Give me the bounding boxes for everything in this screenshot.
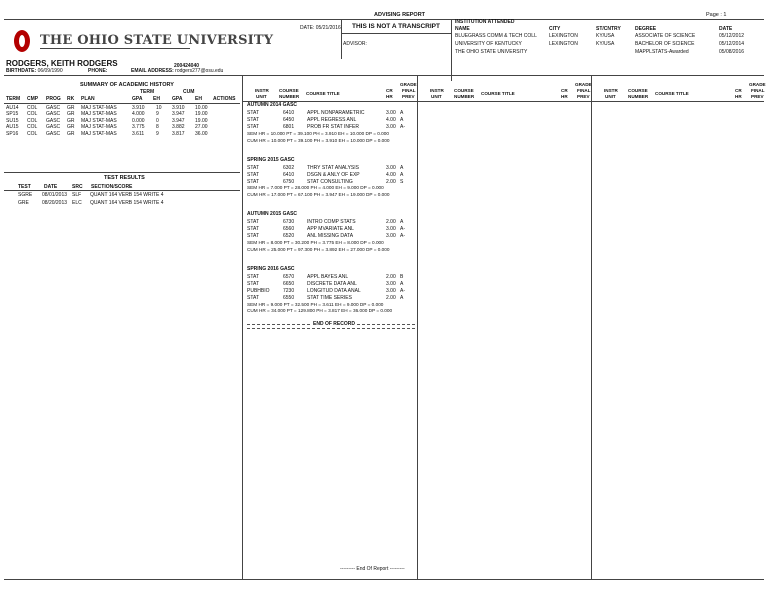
institution-st: KY/USA	[596, 41, 615, 47]
header-instr: INSTR	[255, 88, 269, 93]
term-sem-summary: SEM HR = 10.000 PT = 39.100 PH = 3.910 EH = 10.000 DP = 0.000	[247, 130, 389, 136]
header-course: COURSE	[628, 88, 648, 93]
header-grade: GRADE	[400, 82, 417, 87]
summary-plan: MAJ STAT-MAS	[81, 105, 117, 111]
summary-rk: GR	[67, 105, 75, 111]
course-unit: STAT	[247, 164, 260, 171]
summary-term: AU14	[6, 105, 19, 111]
course-grade: A	[400, 171, 404, 178]
end-of-record: END OF RECORD	[313, 321, 355, 328]
summary-ceh: 19.00	[195, 111, 208, 118]
header-unit: UNIT	[256, 94, 267, 99]
summary-eh: 8	[156, 124, 159, 131]
header-instr: INSTR	[604, 88, 618, 93]
term-cum-summary: CUM HR = 17.000 PT = 67.100 PH = 3.947 EH = 19.000 DP = 0.000	[247, 192, 390, 198]
test-test: SGRE	[18, 192, 33, 198]
summary-eh: 9	[156, 111, 159, 118]
header-final: FINAL	[577, 88, 591, 93]
course-unit: STAT	[247, 110, 260, 117]
course-cr: 3.00	[386, 123, 396, 130]
institution-st: KY/USA	[596, 33, 615, 39]
course-title: STAT CONSULTING	[307, 178, 353, 185]
course-number: 6302	[283, 164, 295, 171]
course-title: DISCRETE DATA ANL	[307, 280, 357, 287]
report-title: ADVISING REPORT	[374, 12, 426, 18]
course-number: 6801	[283, 123, 295, 130]
course-unit: STAT	[247, 219, 260, 226]
course-unit: STAT	[247, 226, 260, 233]
course-number: 7230	[283, 287, 295, 294]
header-prev: PREV	[402, 94, 415, 99]
course-title: APP MVARIATE ANL	[307, 226, 354, 233]
header-course: COURSE	[279, 88, 299, 93]
course-title: INTRO COMP STATS	[307, 219, 356, 226]
course-grade: A	[400, 280, 404, 287]
summary-cmp: COL	[27, 117, 38, 124]
course-cr: 2.00	[386, 178, 396, 185]
university-name: THE OHIO STATE UNIVERSITY	[40, 33, 274, 48]
institution-date: 05/12/2012	[719, 33, 745, 39]
course-grade: A-	[400, 233, 405, 240]
course-number: 6650	[283, 280, 295, 287]
course-cr: 3.00	[386, 233, 396, 240]
report-date: DATE: 05/21/2016	[300, 25, 341, 31]
course-cr: 2.00	[386, 219, 396, 226]
term-sem-summary: SEM HR = 8.000 PT = 30.200 PH = 3.775 EH = 8.000 DP = 0.000	[247, 240, 384, 245]
term-cum-summary: CUM HR = 25.000 PT = 97.300 PH = 3.892 EH = 27.000 DP = 0.000	[247, 246, 390, 252]
summary-cmp: COL	[27, 130, 38, 137]
course-unit: STAT	[247, 273, 260, 280]
summary-rk: GR	[67, 124, 75, 131]
institution-date: 05/12/2014	[719, 41, 745, 47]
summary-ceh: 27.00	[195, 124, 208, 131]
summary-gpa: 3.910	[132, 105, 145, 111]
course-grade: A-	[400, 287, 405, 294]
ohio-state-logo-icon	[14, 30, 30, 52]
header-number: NUMBER	[628, 94, 649, 99]
header-course-title: COURSE TITLE	[655, 91, 689, 96]
phone-label: PHONE:	[88, 68, 108, 74]
course-unit: STAT	[247, 171, 260, 178]
summary-rk: GR	[67, 111, 75, 118]
institution-date: 05/08/2016	[719, 49, 745, 55]
test-src: ELC	[72, 199, 82, 206]
course-number: 6520	[283, 233, 295, 240]
summary-term-label: TERM	[140, 89, 155, 95]
summary-term: SU15	[6, 117, 19, 124]
advisor-label: ADVISOR:	[343, 41, 367, 47]
course-grade: A-	[400, 226, 405, 233]
institution-degree: MAPPLSTATS-Awarded	[635, 49, 689, 55]
term-title: SPRING 2015 GASC	[247, 156, 295, 163]
course-title: DSGN & ANLY OF EXP	[307, 171, 360, 178]
institution-name: THE OHIO STATE UNIVERSITY	[455, 49, 528, 55]
institutions-heading: INSTITUTION ATTENDED	[455, 19, 515, 25]
summary-term: SP16	[6, 130, 19, 137]
course-unit: STAT	[247, 117, 260, 123]
header-cr: CR	[386, 88, 393, 93]
summary-ceh: 19.00	[195, 117, 208, 124]
header-grade: GRADE	[749, 82, 766, 87]
course-grade: A	[400, 164, 404, 171]
summary-term: AU15	[6, 124, 19, 131]
summary-cgpa: 3.947	[172, 111, 185, 118]
summary-prog: GASC	[46, 105, 61, 111]
student-name: RODGERS, KEITH RODGERS	[6, 59, 118, 68]
summary-eh: 0	[156, 117, 159, 124]
course-grade: A	[400, 110, 404, 117]
summary-rk: GR	[67, 117, 75, 124]
summary-cum-label: CUM	[183, 89, 195, 95]
summary-cgpa: 3.947	[172, 117, 185, 124]
header-course: COURSE	[454, 88, 474, 93]
header-unit: UNIT	[431, 94, 442, 99]
course-title: ANL MISSING DATA	[307, 233, 354, 240]
test-section: QUANT 164 VERB 154 WRITE 4	[90, 192, 164, 198]
header-unit: UNIT	[605, 94, 616, 99]
summary-prog: GASC	[46, 130, 61, 137]
course-title: APPL REGRESS ANL	[307, 117, 357, 123]
summary-ceh: 10.00	[195, 105, 208, 111]
course-title: THRY STAT ANALYSIS	[307, 164, 359, 171]
summary-gpa: 3.775	[132, 124, 145, 131]
term-title: AUTUMN 2014 GASC	[247, 102, 298, 108]
course-unit: STAT	[247, 233, 260, 240]
header-cr: CR	[735, 88, 742, 93]
course-grade: A	[400, 294, 404, 301]
summary-heading: SUMMARY OF ACADEMIC HISTORY	[80, 82, 174, 88]
course-number: 6570	[283, 273, 295, 280]
summary-term: SP15	[6, 111, 19, 118]
summary-prog: GASC	[46, 117, 61, 124]
summary-ceh: 36.00	[195, 130, 208, 137]
course-title: STAT TIME SERIES	[307, 294, 352, 301]
institution-degree: ASSOCIATE OF SCIENCE	[635, 33, 696, 39]
summary-gpa: 0.000	[132, 117, 145, 124]
summary-plan: MAJ STAT-MAS	[81, 124, 117, 131]
end-of-report: --------- End Of Report ---------	[340, 566, 405, 572]
course-unit: STAT	[247, 123, 260, 130]
course-cr: 2.00	[386, 294, 396, 301]
course-unit: STAT	[247, 280, 260, 287]
course-grade: B	[400, 273, 404, 280]
header-instr: INSTR	[430, 88, 444, 93]
term-cum-summary: CUM HR = 34.000 PT = 129.800 PH = 3.817 EH = 36.000 DP = 0.000	[247, 308, 393, 314]
institution-degree: BACHELOR OF SCIENCE	[635, 41, 695, 47]
course-unit: STAT	[247, 294, 260, 301]
course-cr: 3.00	[386, 164, 396, 171]
course-unit: STAT	[247, 178, 260, 185]
course-unit: PUBHBIO	[247, 287, 270, 294]
header-prev: PREV	[577, 94, 590, 99]
course-number: 6730	[283, 219, 295, 226]
summary-cgpa: 3.882	[172, 124, 185, 131]
course-cr: 4.00	[386, 117, 396, 123]
course-grade: A	[400, 117, 404, 123]
header-number: NUMBER	[279, 94, 300, 99]
summary-eh: 10	[156, 105, 162, 111]
term-title: SPRING 2016 GASC	[247, 265, 295, 272]
summary-prog: GASC	[46, 124, 61, 131]
student-id: 200424040	[174, 63, 200, 69]
summary-plan: MAJ STAT-MAS	[81, 130, 117, 137]
course-title: APPL BAYES ANL	[307, 273, 349, 280]
course-number: 6410	[283, 110, 295, 117]
not-transcript-notice: THIS IS NOT A TRANSCRIPT	[352, 23, 440, 30]
course-number: 6450	[283, 117, 295, 123]
term-title: AUTUMN 2015 GASC	[247, 211, 298, 218]
header-grade: GRADE	[575, 82, 592, 87]
header-number: NUMBER	[454, 94, 475, 99]
summary-cgpa: 3.817	[172, 130, 185, 137]
student-birthdate: BIRTHDATE: 06/09/1990	[6, 68, 63, 74]
summary-gpa: 3.611	[132, 130, 145, 137]
summary-rk: GR	[67, 130, 75, 137]
course-title: APPL NONPARAMETRIC	[307, 110, 365, 117]
institution-name: UNIVERSITY OF KENTUCKY	[455, 41, 522, 47]
summary-cmp: COL	[27, 124, 38, 131]
institution-name: BLUEGRASS COMM & TECH COLL	[455, 33, 537, 39]
header-course-title: COURSE TITLE	[481, 91, 515, 96]
header-prev: PREV	[751, 94, 764, 99]
course-cr: 3.00	[386, 110, 396, 117]
student-email: EMAIL ADDRESS: rodgers277@osu.edu	[131, 68, 224, 74]
course-number: 6560	[283, 226, 295, 233]
term-cum-summary: CUM HR = 10.000 PT = 39.100 PH = 3.910 EH = 10.000 DP = 0.000	[247, 137, 390, 143]
course-number: 6410	[283, 171, 295, 178]
course-cr: 3.00	[386, 280, 396, 287]
course-grade: A	[400, 219, 404, 226]
header-hr: HR	[735, 94, 742, 99]
test-date: 08/20/2013	[42, 199, 68, 206]
header-final: FINAL	[751, 88, 765, 93]
tests-heading: TEST RESULTS	[104, 175, 145, 181]
summary-plan: MAJ STAT-MAS	[81, 117, 117, 124]
summary-eh: 9	[156, 130, 159, 137]
term-sem-summary: SEM HR = 9.000 PT = 32.500 PH = 3.611 EH = 9.000 DP = 0.000	[247, 301, 384, 307]
test-section: QUANT 164 VERB 154 WRITE 4	[90, 199, 164, 206]
course-title: LONGITUD DATA ANAL	[307, 287, 361, 294]
summary-prog: GASC	[46, 111, 61, 118]
course-cr: 3.00	[386, 287, 396, 294]
test-src: SLF	[72, 192, 82, 198]
course-number: 6750	[283, 178, 295, 185]
test-test: GRE	[18, 199, 29, 206]
summary-cmp: COL	[27, 111, 38, 118]
institution-city: LEXINGTON	[549, 41, 578, 47]
summary-cmp: COL	[27, 105, 38, 111]
header-cr: CR	[561, 88, 568, 93]
test-date: 08/01/2013	[42, 192, 68, 198]
summary-cgpa: 3.910	[172, 105, 185, 111]
end-record-rule-bottom	[247, 328, 415, 329]
course-title: PROB FR STAT INFER	[307, 123, 359, 130]
header-hr: HR	[561, 94, 568, 99]
page-number: Page : 1	[706, 12, 727, 18]
summary-plan: MAJ STAT-MAS	[81, 111, 117, 118]
course-cr: 2.00	[386, 273, 396, 280]
course-grade: A-	[400, 123, 405, 130]
course-cr: 3.00	[386, 226, 396, 233]
institution-city: LEXINGTON	[549, 33, 578, 39]
course-number: 6550	[283, 294, 295, 301]
header-final: FINAL	[402, 88, 416, 93]
header-course-title: COURSE TITLE	[306, 91, 340, 96]
term-sem-summary: SEM HR = 7.000 PT = 28.000 PH = 4.000 EH = 9.000 DP = 0.000	[247, 185, 384, 191]
header-hr: HR	[386, 94, 393, 99]
course-cr: 4.00	[386, 171, 396, 178]
course-grade: S	[400, 178, 404, 185]
summary-gpa: 4.000	[132, 111, 145, 118]
